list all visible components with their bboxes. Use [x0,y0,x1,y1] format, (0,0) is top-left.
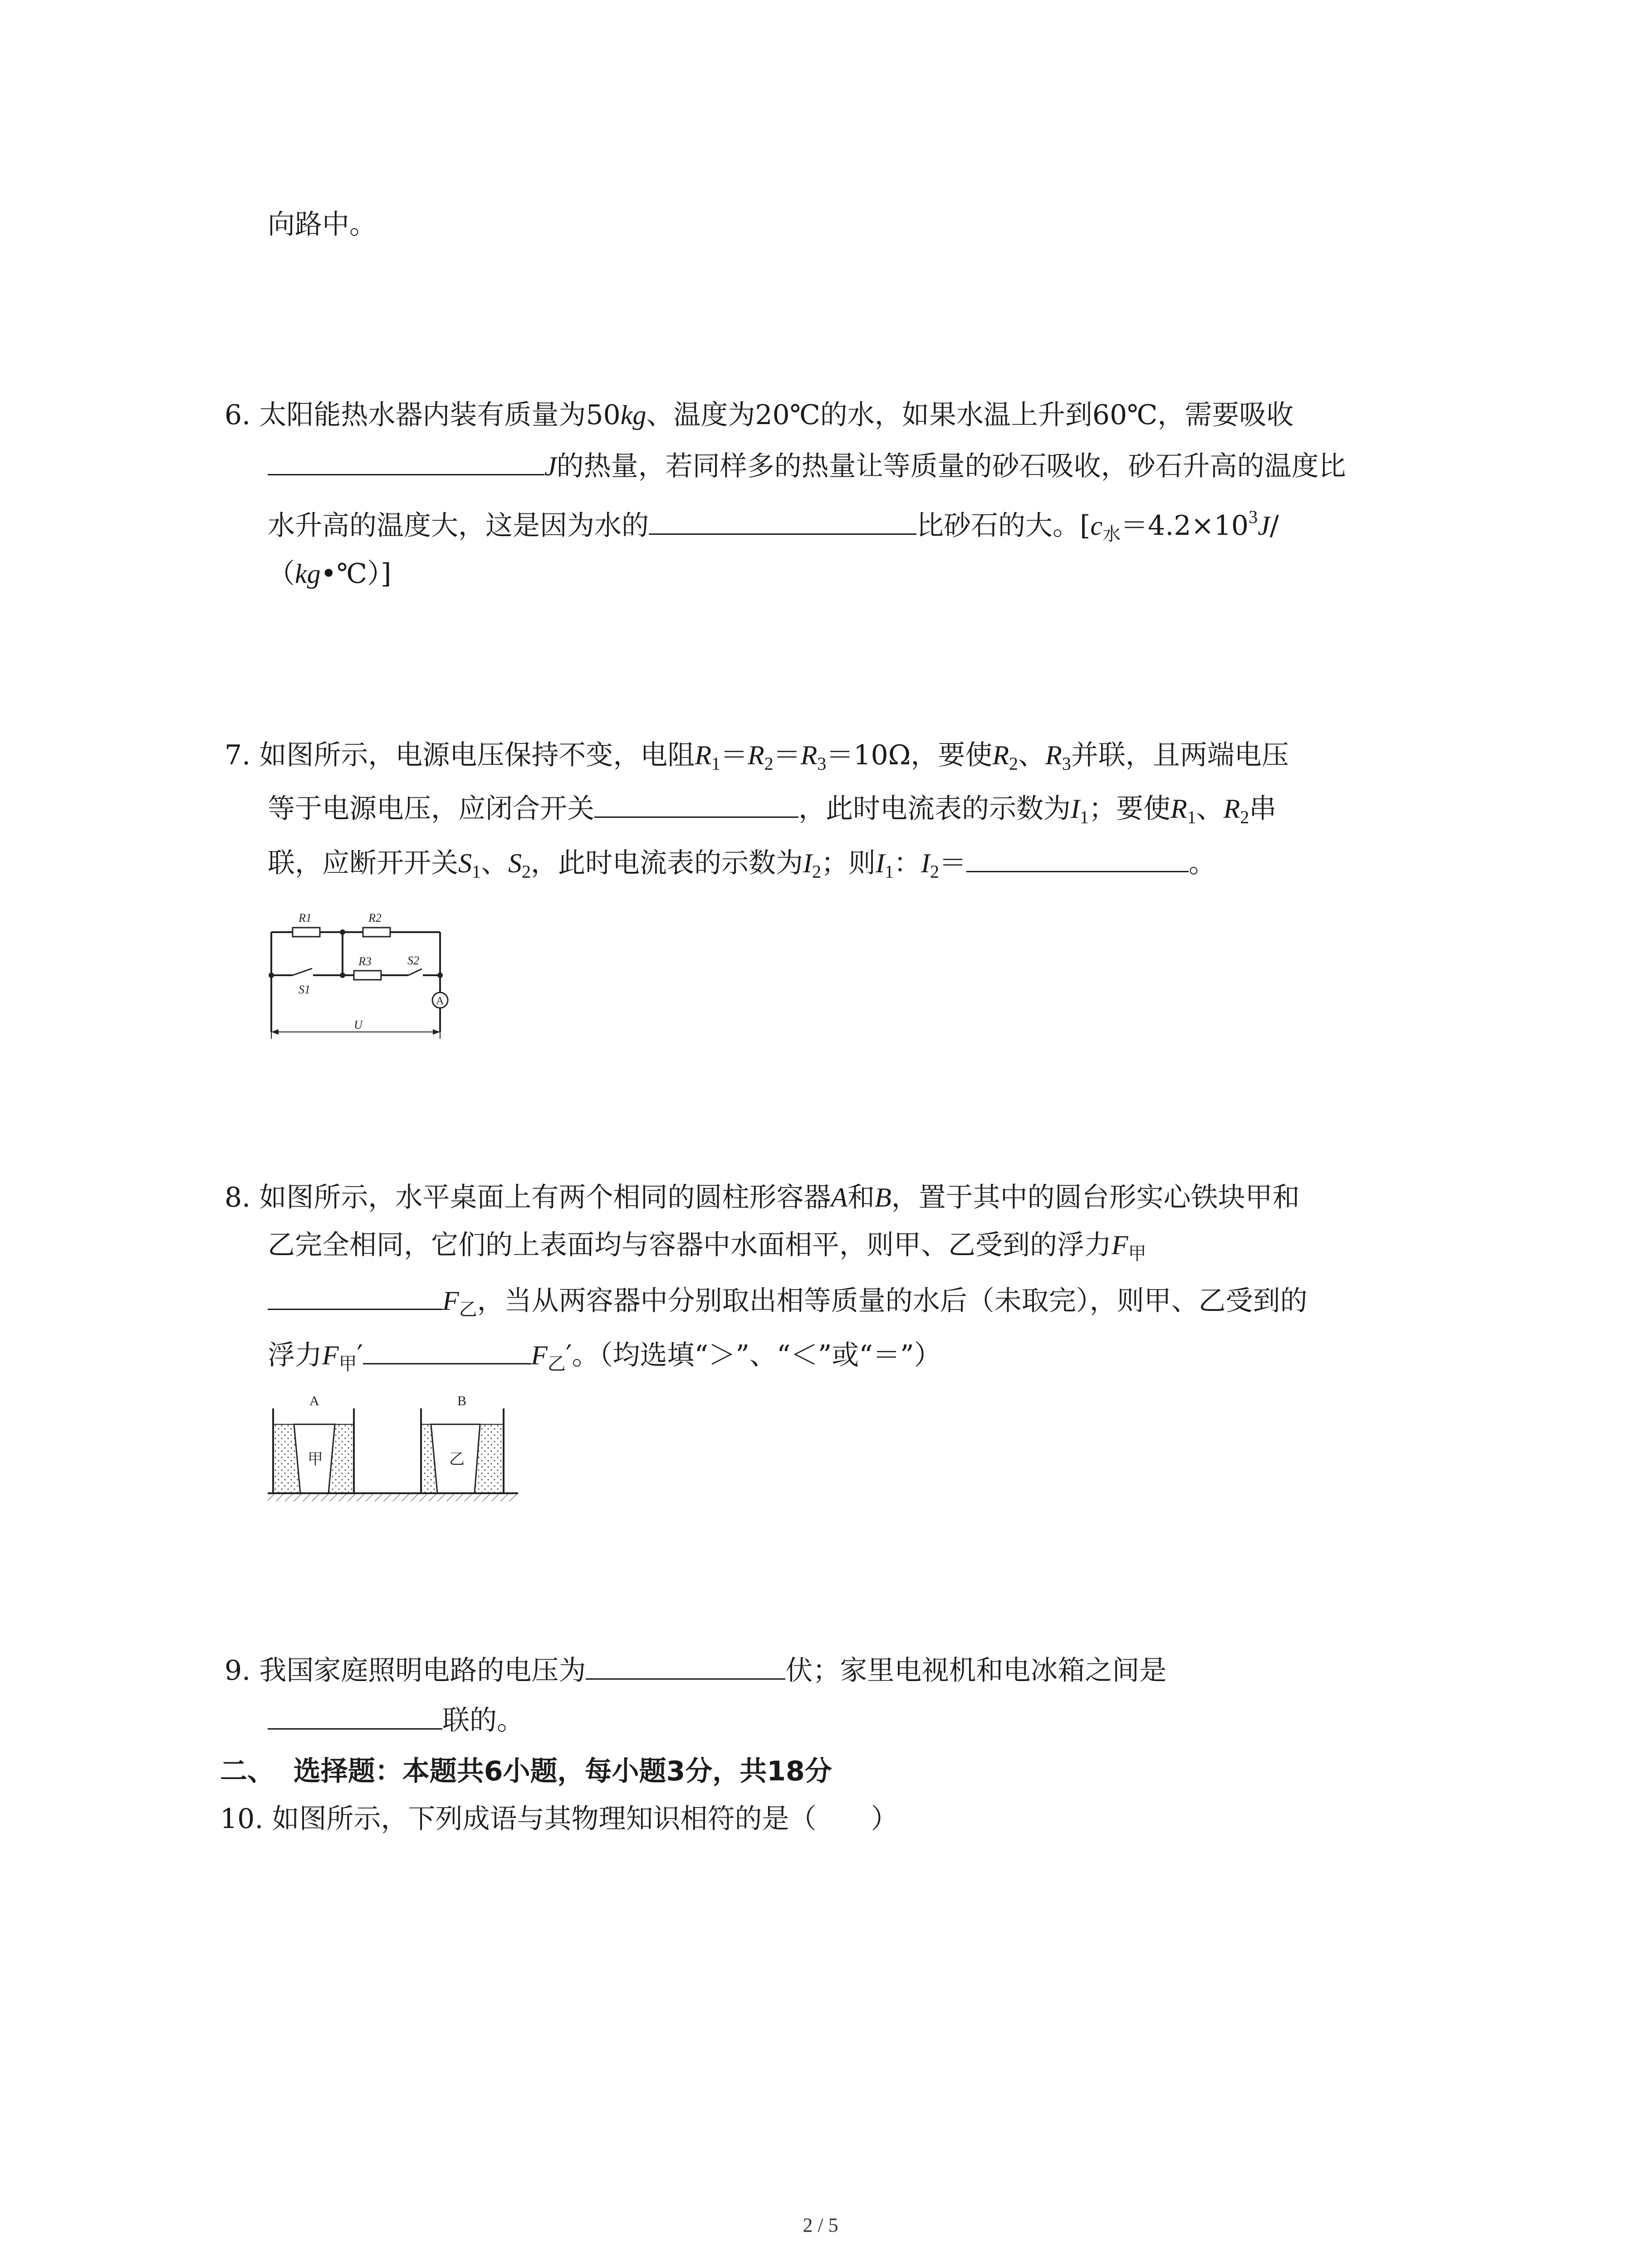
answer-blank[interactable] [268,1281,442,1310]
answer-blank[interactable] [966,844,1189,872]
container-B-label: B [457,1393,467,1408]
q7-line2: 等于电源电压，应闭合开关 ，此时电流表的示数为$I_1$；要使$R_1$、$R_2$串 [268,789,1276,836]
q8-line3: $F_乙$，当从两容器中分别取出相等质量的水后（未取完），则甲、乙受到的 [268,1281,1308,1328]
page-number: 2 / 5 [803,2214,838,2236]
q6-number: 6. [225,399,251,431]
q10-line1: 10. 如图所示，下列成语与其物理知识相符的是（ ） [220,1803,898,1835]
q8-line4: 浮力$F_甲'$ $F_乙'$。（均选填“＞”、“＜”或“＝”） [268,1336,941,1382]
label-R1: R1 [299,911,312,924]
ammeter-icon: A [436,995,444,1007]
label-R2: R2 [368,911,382,924]
answer-blank[interactable] [268,1701,442,1730]
container-A-label: A [309,1393,319,1408]
q8-number: 8. [225,1182,251,1213]
q7-number: 7. [225,739,251,771]
q6-line1: 6. 太阳能热水器内装有质量为50kg、温度为20℃的水，如果水温上升到60℃，需要吸收 [225,399,1294,431]
q7-line3: 联，应断开开关$S_1$、$S_2$，此时电流表的示数为$I_2$；则$I_1$：$I_2=$ 。 [268,844,1216,890]
q8-line1: 8. 如图所示，水平桌面上有两个相同的圆柱形容器A和B，置于其中的圆台形实心铁块甲和 [225,1182,1300,1213]
q10-number: 10. [220,1803,264,1835]
containers-diagram [268,1393,522,1510]
answer-blank[interactable] [594,789,798,818]
block-yi-label: 乙 [449,1450,465,1468]
section-heading: 二、 选择题：本题共6小题，每小题3分，共18分 [220,1755,832,1787]
q9-number: 9. [225,1655,251,1686]
answer-blank[interactable] [649,506,916,535]
q6-line4: （kg•℃）] [268,558,392,590]
label-U: U [354,1018,362,1031]
q9-line2: 联的。 [268,1701,524,1739]
answer-blank[interactable] [268,447,544,475]
q6-line3: 水升高的温度大，这是因为水的 比砂石的大。[$c_水=4.2\times 10^3J/$ [268,507,1279,545]
q7-line1: 7. 如图所示，电源电压保持不变，电阻$R_1=R_2=R_3=10\Omega$，要使$R_2$、$R_3$并联，且两端电压 [225,739,1289,774]
q5-tail: 向路中。 [268,209,377,240]
block-jia-label: 甲 [308,1450,323,1468]
q6-line2: J的热量，若同样多的热量让等质量的砂石吸收，砂石升高的温度比 [268,447,1346,484]
label-R3: R3 [358,955,372,968]
q8-line2: 乙完全相同，它们的上表面均与容器中水面相平，则甲、乙受到的浮力$F_甲$ [268,1229,1146,1264]
label-S2: S2 [407,954,419,967]
circuit-diagram [263,903,463,1052]
answer-blank[interactable] [586,1651,785,1680]
label-S1: S1 [299,983,310,996]
q9-line1: 9. 我国家庭照明电路的电压为 伏；家里电视机和电冰箱之间是 [225,1651,1166,1689]
answer-blank[interactable] [363,1336,531,1364]
